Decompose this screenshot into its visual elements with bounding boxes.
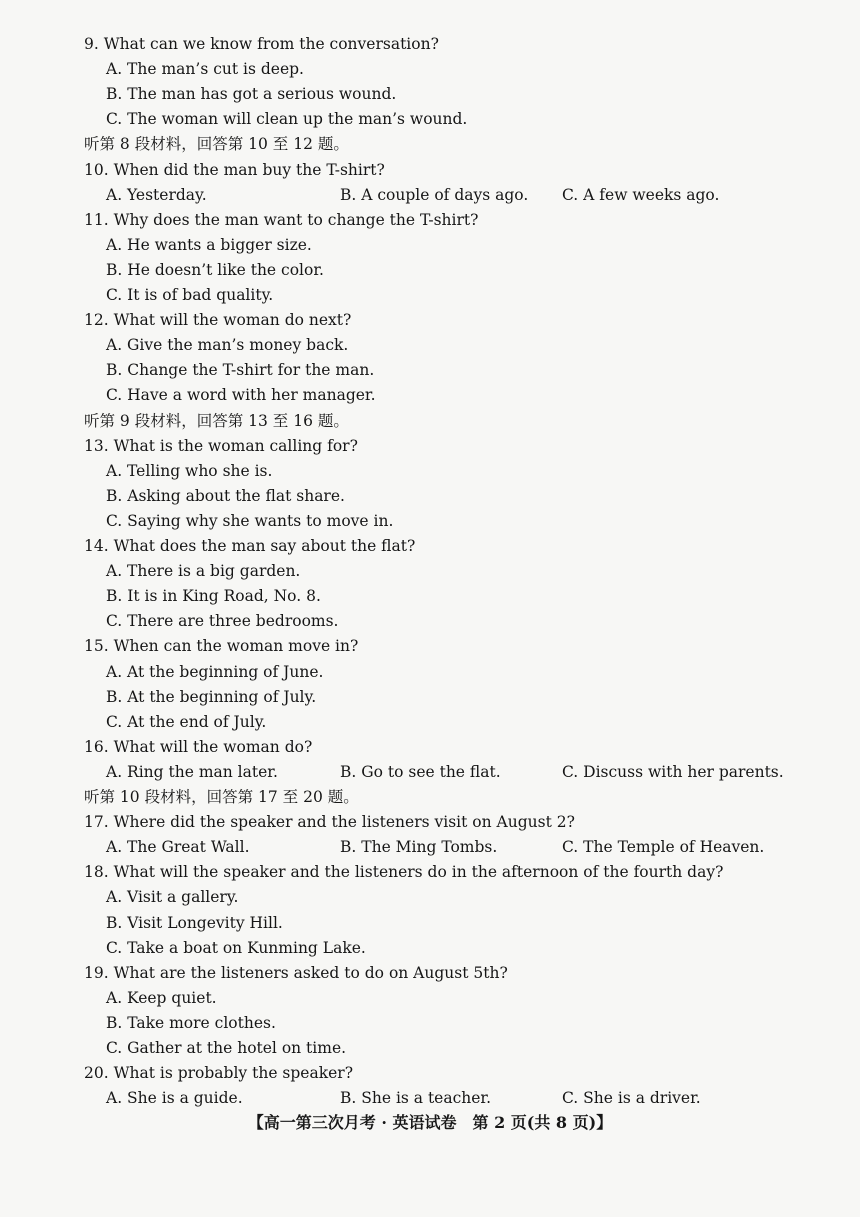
answer-option: A. There is a big garden.	[106, 562, 301, 581]
answer-option: B. She is a teacher.	[340, 1089, 492, 1108]
section-instruction: 听第 9 段材料，回答第 13 至 16 题。	[84, 411, 349, 430]
answer-option: C. Take a boat on Kunming Lake.	[106, 938, 366, 957]
answer-option: C. There are three bedrooms.	[106, 612, 339, 631]
answer-option: A. Keep quiet.	[106, 988, 217, 1007]
answer-option: B. Go to see the flat.	[340, 762, 501, 781]
answer-option: A. Telling who she is.	[106, 461, 273, 480]
answer-option: B. It is in King Road, No. 8.	[106, 587, 321, 606]
page-footer: 【高一第三次月考 · 英语试卷 第 2 页(共 8 页)】	[247, 1113, 613, 1132]
answer-option: B. The man has got a serious wound.	[106, 85, 397, 104]
section-instruction: 听第 8 段材料，回答第 10 至 12 题。	[84, 135, 349, 154]
answer-option: C. Gather at the hotel on time.	[106, 1039, 347, 1057]
question-stem: 9. What can we know from the conversation?	[84, 35, 439, 53]
answer-option: C. Have a word with her manager.	[106, 386, 376, 405]
answer-option: A. Visit a gallery.	[106, 888, 239, 907]
question-stem: 15. When can the woman move in?	[84, 637, 359, 656]
answer-option: B. Asking about the flat share.	[106, 486, 345, 505]
answer-option: A. The Great Wall.	[106, 838, 250, 857]
answer-option: A. She is a guide.	[106, 1089, 243, 1108]
answer-option: C. Discuss with her parents.	[562, 762, 784, 781]
answer-option: A. The man’s cut is deep.	[106, 60, 304, 79]
answer-option: C. The Temple of Heaven.	[562, 838, 765, 857]
question-stem: 16. What will the woman do?	[84, 737, 313, 756]
section-instruction: 听第 10 段材料，回答第 17 至 20 题。	[84, 788, 359, 806]
question-stem: 20. What is probably the speaker?	[84, 1064, 354, 1083]
answer-option: B. A couple of days ago.	[340, 185, 529, 204]
answer-option: B. At the beginning of July.	[106, 687, 317, 706]
question-stem: 11. Why does the man want to change the T-shirt?	[84, 210, 479, 229]
answer-option: C. At the end of July.	[106, 712, 267, 731]
answer-option: B. The Ming Tombs.	[340, 838, 498, 857]
answer-option: C. The woman will clean up the man’s wound.	[106, 110, 468, 129]
answer-option: A. At the beginning of June.	[106, 662, 324, 681]
answer-option: A. Give the man’s money back.	[106, 336, 349, 355]
answer-option: A. Ring the man later.	[106, 762, 278, 781]
answer-option: C. Saying why she wants to move in.	[106, 511, 394, 530]
answer-option: C. A few weeks ago.	[562, 185, 720, 204]
question-stem: 10. When did the man buy the T-shirt?	[84, 160, 385, 179]
answer-option: C. It is of bad quality.	[106, 286, 274, 304]
question-stem: 12. What will the woman do next?	[84, 311, 352, 330]
answer-option: B. Visit Longevity Hill.	[106, 913, 283, 932]
answer-option: B. He doesn’t like the color.	[106, 260, 324, 279]
answer-option: A. He wants a bigger size.	[106, 235, 312, 254]
question-stem: 18. What will the speaker and the listeners do in the afternoon of the fourth day?	[84, 863, 724, 882]
answer-option: A. Yesterday.	[106, 185, 207, 204]
answer-option: B. Take more clothes.	[106, 1013, 276, 1032]
question-stem: 14. What does the man say about the flat?	[84, 537, 416, 555]
question-stem: 19. What are the listeners asked to do on August 5th?	[84, 963, 508, 982]
answer-option: C. She is a driver.	[562, 1089, 701, 1108]
answer-option: B. Change the T-shirt for the man.	[106, 361, 375, 380]
question-stem: 17. Where did the speaker and the listeners visit on August 2?	[84, 813, 575, 832]
question-stem: 13. What is the woman calling for?	[84, 436, 358, 455]
